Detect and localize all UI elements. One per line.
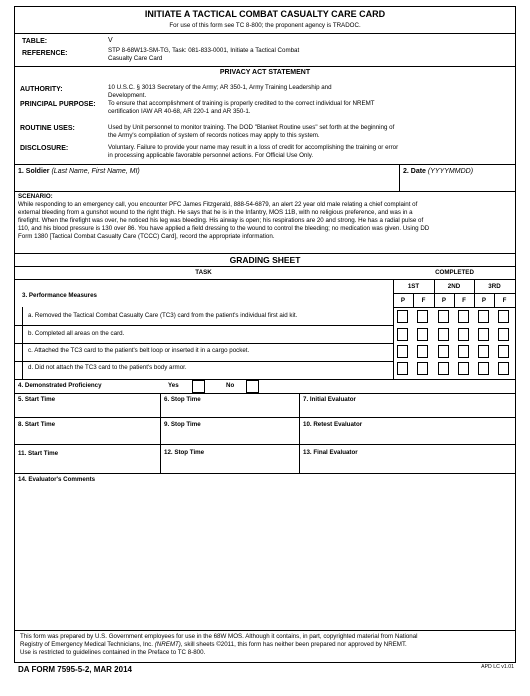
final-evaluator[interactable]: 13. Final Evaluator <box>303 449 358 456</box>
footer-line-2-b: (NREMT), <box>154 641 183 648</box>
disclosure-line-1: Voluntary. Failure to provide your name may result in a loss of credit for accomplishing the training or error <box>108 144 399 151</box>
checkbox[interactable] <box>458 362 469 375</box>
checkbox[interactable] <box>498 328 509 341</box>
measure-d: d. Did not attach the TC3 card to the patient's body armor. <box>28 364 187 371</box>
checkbox[interactable] <box>438 345 449 358</box>
privacy-title: PRIVACY ACT STATEMENT <box>219 69 311 76</box>
retest-evaluator[interactable]: 10. Retest Evaluator <box>303 421 363 428</box>
routine-label: ROUTINE USES: <box>20 125 75 132</box>
checkbox[interactable] <box>458 310 469 323</box>
reference-line-2: Casualty Care Card <box>108 55 163 62</box>
stop-time-1[interactable]: 6. Stop Time <box>164 396 201 403</box>
scenario-line-4: 110, and his blood pressure is 130 over 86. You have applied a field dressing to the wound to control the bleeding; no medication was given. Using DD <box>18 225 430 232</box>
disclosure-line-2: in processing applicable favorable personnel actions. For Official Use Only. <box>108 152 314 159</box>
checkbox[interactable] <box>397 328 408 341</box>
measure-a: a. Removed the Tactical Combat Casualty Care (TC3) card from the patient's individual first aid kit. <box>28 312 298 319</box>
checkbox[interactable] <box>498 362 509 375</box>
completed-header: COMPLETED <box>435 269 474 276</box>
checkbox[interactable] <box>417 362 428 375</box>
stop-time-2[interactable]: 9. Stop Time <box>164 421 201 428</box>
routine-line-1: Used by Unit personnel to monitor training. The DOD "Blanket Routine uses" set forth at the beginning of <box>108 124 395 131</box>
scenario-line-3: firefight. When the firefight was over, he noticed his leg was bleeding. His airway is open; his respirations are 20 and strong. He has a radial pulse of <box>18 217 424 224</box>
attempt-1-header: 1ST <box>407 283 420 290</box>
purpose-line-1: To ensure that accomplishment of training is properly credited to the correct individual for NREMT <box>108 100 375 107</box>
proficiency-no-label: No <box>226 382 235 389</box>
attempt-2-header: 2ND <box>447 283 461 290</box>
performance-measures-label: 3. Performance Measures <box>22 292 97 299</box>
reference-line-1: STP 8-68W13-SM-TG, Task: 081-833-0001, Initiate a Tactical Combat <box>108 47 300 54</box>
form-subtitle: For use of this form see TC 8-800; the proponent agency is TRADOC. <box>169 22 361 29</box>
footer-line-1: This form was prepared by U.S. Government employees for use in the 68W MOS. Although it contains, in part, copyrighted material from National <box>20 633 418 640</box>
date-label: 2. Date <box>403 168 426 175</box>
soldier-field[interactable] <box>18 167 396 189</box>
date-hint: (YYYYMMDD) <box>427 168 474 175</box>
checkbox[interactable] <box>478 310 489 323</box>
form-title: INITIATE A TACTICAL COMBAT CASUALTY CARE CARD <box>144 9 386 19</box>
authority-label: AUTHORITY: <box>20 86 63 93</box>
table-label: TABLE: <box>22 38 48 45</box>
checkbox[interactable] <box>498 310 509 323</box>
start-time-2[interactable]: 8. Start Time <box>18 421 56 428</box>
purpose-label: PRINCIPAL PURPOSE: <box>20 101 96 108</box>
purpose-line-2: certification IAW AR 40-68, AR 220-1 and AR 350-1. <box>108 108 251 115</box>
grading-title: GRADING SHEET <box>229 255 301 265</box>
checkbox[interactable] <box>417 345 428 358</box>
routine-line-2: the Army's compilation of system of records notices may apply to this system. <box>108 132 320 139</box>
start-time-3[interactable]: 11. Start Time <box>18 450 59 457</box>
authority-line-1: 10 U.S.C. § 3013 Secretary of the Army; AR 350-1, Army Training Leadership and <box>108 84 332 91</box>
attempt-3-header: 3RD <box>488 283 501 290</box>
scenario-line-5: Form 1380 [Tactical Combat Casualty Care (TCCC) Card], record the appropriate information. <box>18 233 275 240</box>
checkbox[interactable] <box>417 310 428 323</box>
footer-line-3: Use is restricted to guidelines contained in the Preface to TC 8-800. <box>20 649 206 656</box>
pf-header: F <box>421 297 426 304</box>
scenario-label: SCENARIO: <box>18 193 53 200</box>
checkbox[interactable] <box>438 328 449 341</box>
start-time-1[interactable]: 5. Start Time <box>18 396 56 403</box>
evaluator-comments-label: 14. Evaluator's Comments <box>18 476 96 483</box>
stop-time-3[interactable]: 12. Stop Time <box>164 449 205 456</box>
table-value: V <box>108 37 113 44</box>
measure-c: c. Attached the TC3 card to the patient's belt loop or inserted it in a cargo pocket. <box>28 347 250 354</box>
task-header: TASK <box>195 269 212 276</box>
form-id: DA FORM 7595-5-2, MAR 2014 <box>18 665 132 674</box>
proficiency-no-checkbox[interactable] <box>246 380 259 393</box>
evaluator-comments-area[interactable] <box>16 486 514 628</box>
checkbox[interactable] <box>478 362 489 375</box>
pf-header: P <box>441 297 447 304</box>
checkbox[interactable] <box>478 345 489 358</box>
proficiency-yes-checkbox[interactable] <box>192 380 205 393</box>
checkbox[interactable] <box>438 310 449 323</box>
checkbox[interactable] <box>498 345 509 358</box>
proficiency-label: 4. Demonstrated Proficiency <box>18 382 102 389</box>
date-field[interactable] <box>403 167 513 189</box>
form-version: APD LC v1.01 <box>481 664 514 670</box>
footer-line-2-c: skill sheets ©2011, this form has neither been prepared nor approved by NREMT. <box>182 641 407 648</box>
proficiency-yes-label: Yes <box>168 382 179 389</box>
pf-header: F <box>502 297 507 304</box>
pf-header: F <box>462 297 466 304</box>
checkbox[interactable] <box>397 310 408 323</box>
checkbox[interactable] <box>397 362 408 375</box>
soldier-label: 1. Soldier <box>18 168 50 175</box>
footer-line-2 <box>20 641 407 649</box>
checkbox[interactable] <box>458 328 469 341</box>
soldier-hint: (Last Name, First Name, MI) <box>51 168 140 175</box>
disclosure-label: DISCLOSURE: <box>20 145 69 152</box>
measure-b: b. Completed all areas on the card. <box>28 330 125 337</box>
checkbox[interactable] <box>438 362 449 375</box>
pf-header: P <box>400 297 406 304</box>
checkbox[interactable] <box>458 345 469 358</box>
scenario-line-2: external bleeding from a gunshot wound to the right thigh. He says that he is in the Infantry, MOS 11B, with no religious preference, and was in a <box>18 209 413 216</box>
reference-label: REFERENCE: <box>22 50 68 57</box>
initial-evaluator[interactable]: 7. Initial Evaluator <box>303 396 356 403</box>
footer-line-2-a: Registry of Emergency Medical Technicians, Inc. <box>20 641 155 648</box>
checkbox[interactable] <box>417 328 428 341</box>
pf-header: P <box>481 297 487 304</box>
checkbox[interactable] <box>397 345 408 358</box>
checkbox[interactable] <box>478 328 489 341</box>
scenario-line-1: While responding to an emergency call, you encounter PFC James Fitzgerald, 888-54-6879, an alert 22 year old male relating a chief complaint of <box>18 201 418 208</box>
authority-line-2: Development. <box>108 92 147 99</box>
